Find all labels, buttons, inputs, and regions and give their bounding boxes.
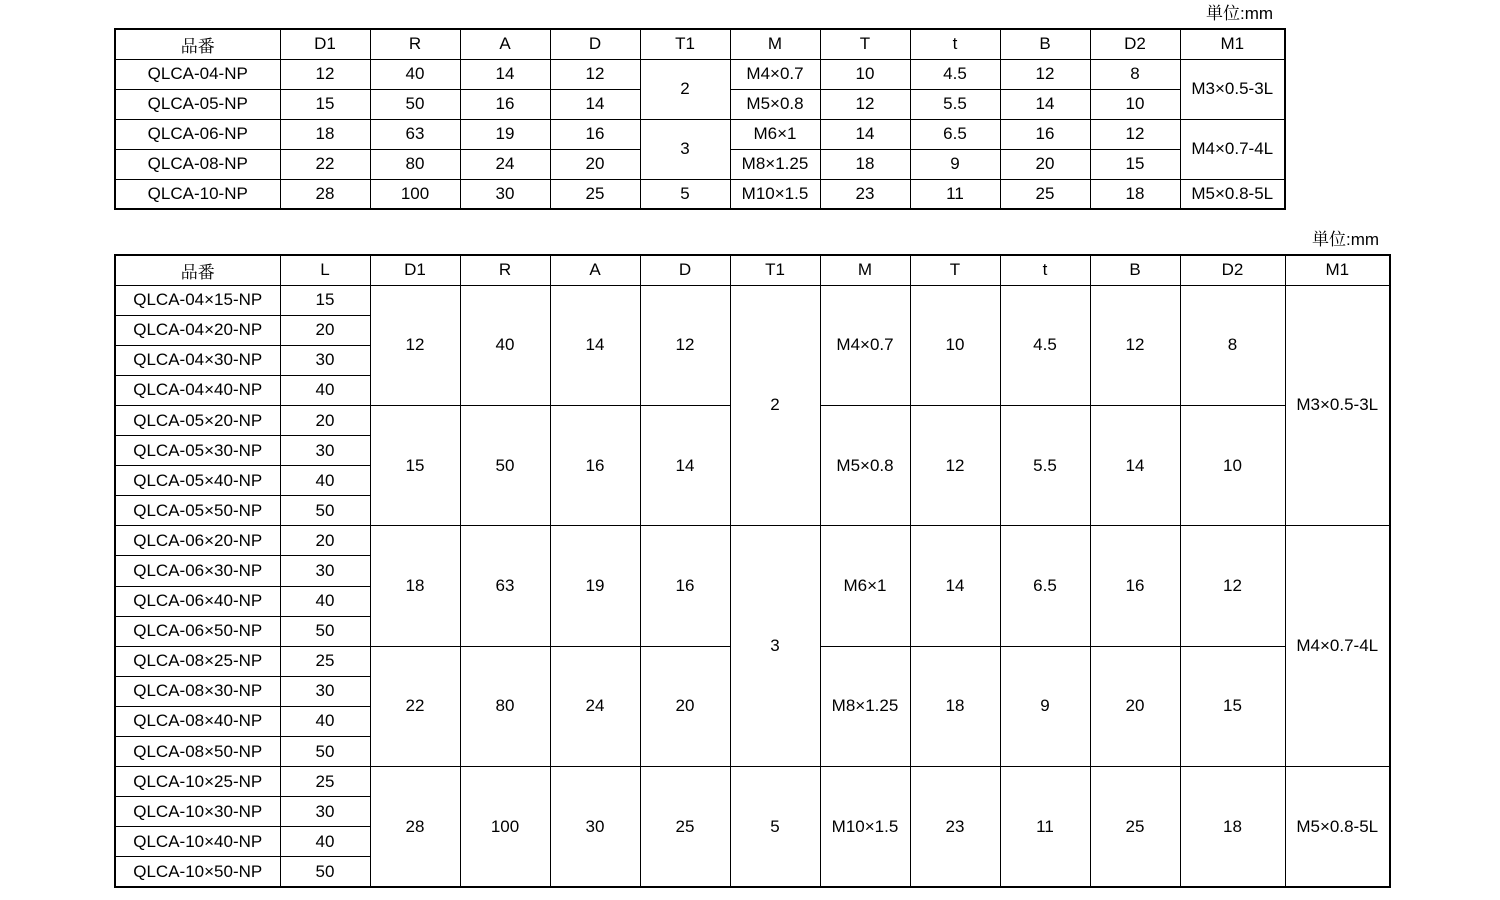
cell-d2: 8	[1090, 59, 1180, 89]
cell-m1: M4×0.7-4L	[1285, 526, 1390, 767]
cell-b: 25	[1000, 179, 1090, 209]
cell-d1: 22	[280, 149, 370, 179]
cell-b: 14	[1090, 405, 1180, 525]
cell-d1: 12	[280, 59, 370, 89]
cell-t1: 2	[640, 59, 730, 119]
cell-m1: M5×0.8-5L	[1180, 179, 1285, 209]
cell-l: 50	[280, 496, 370, 526]
cell-b: 12	[1000, 59, 1090, 89]
header-d: D	[550, 29, 640, 59]
cell-t: 23	[910, 767, 1000, 887]
cell-r: 100	[460, 767, 550, 887]
cell-t-small: 11	[1000, 767, 1090, 887]
cell-m: M5×0.8	[820, 405, 910, 525]
cell-t-small: 6.5	[910, 119, 1000, 149]
cell-d2: 15	[1180, 646, 1285, 766]
cell-part-number: QLCA-04×20-NP	[115, 315, 280, 345]
cell-d2: 18	[1180, 767, 1285, 887]
cell-part-number: QLCA-06×20-NP	[115, 526, 280, 556]
header-m: M	[730, 29, 820, 59]
cell-part-number: QLCA-10×30-NP	[115, 797, 280, 827]
cell-d2: 10	[1180, 405, 1285, 525]
cell-r: 80	[460, 646, 550, 766]
cell-a: 19	[460, 119, 550, 149]
cell-d: 20	[640, 646, 730, 766]
cell-t1: 3	[730, 526, 820, 767]
header-d2: D2	[1090, 29, 1180, 59]
header-l: L	[280, 255, 370, 285]
cell-d: 12	[640, 285, 730, 405]
cell-part-number: QLCA-05×40-NP	[115, 466, 280, 496]
cell-t-small: 5.5	[910, 89, 1000, 119]
header-a: A	[460, 29, 550, 59]
cell-t-small: 4.5	[1000, 285, 1090, 405]
cell-t-small: 6.5	[1000, 526, 1090, 646]
cell-part-number: QLCA-10×50-NP	[115, 857, 280, 887]
cell-m: M4×0.7	[820, 285, 910, 405]
header-t: T	[820, 29, 910, 59]
cell-d1: 18	[280, 119, 370, 149]
cell-l: 20	[280, 526, 370, 556]
cell-t1: 5	[640, 179, 730, 209]
cell-b: 16	[1000, 119, 1090, 149]
header-a: A	[550, 255, 640, 285]
cell-d1: 15	[370, 405, 460, 525]
cell-l: 30	[280, 436, 370, 466]
cell-t-small: 11	[910, 179, 1000, 209]
cell-t: 18	[820, 149, 910, 179]
header-b: B	[1000, 29, 1090, 59]
cell-b: 20	[1090, 646, 1180, 766]
header-r: R	[370, 29, 460, 59]
header-part-number: 品番	[115, 255, 280, 285]
cell-m: M10×1.5	[820, 767, 910, 887]
cell-a: 24	[460, 149, 550, 179]
cell-d: 12	[550, 59, 640, 89]
cell-part-number: QLCA-10×40-NP	[115, 827, 280, 857]
cell-d2: 12	[1090, 119, 1180, 149]
cell-part-number: QLCA-04×40-NP	[115, 375, 280, 405]
header-m1: M1	[1180, 29, 1285, 59]
table-row	[115, 119, 1285, 149]
cell-l: 15	[280, 285, 370, 315]
table-row	[115, 767, 1390, 797]
header-t: T	[910, 255, 1000, 285]
cell-d1: 18	[370, 526, 460, 646]
cell-t: 10	[820, 59, 910, 89]
cell-l: 30	[280, 676, 370, 706]
cell-l: 30	[280, 797, 370, 827]
cell-t1: 5	[730, 767, 820, 887]
cell-d: 25	[640, 767, 730, 887]
cell-a: 30	[460, 179, 550, 209]
cell-d1: 28	[370, 767, 460, 887]
cell-l: 30	[280, 345, 370, 375]
cell-d: 25	[550, 179, 640, 209]
table-row	[115, 285, 1390, 315]
table-header-row	[115, 255, 1390, 285]
cell-m: M6×1	[820, 526, 910, 646]
cell-a: 14	[460, 59, 550, 89]
cell-d2: 18	[1090, 179, 1180, 209]
cell-part-number: QLCA-05×50-NP	[115, 496, 280, 526]
cell-l: 40	[280, 466, 370, 496]
cell-l: 30	[280, 556, 370, 586]
cell-part-number: QLCA-04×30-NP	[115, 345, 280, 375]
cell-a: 19	[550, 526, 640, 646]
cell-r: 80	[370, 149, 460, 179]
cell-l: 25	[280, 767, 370, 797]
cell-part-number: QLCA-06×30-NP	[115, 556, 280, 586]
cell-m: M10×1.5	[730, 179, 820, 209]
cell-d: 16	[640, 526, 730, 646]
cell-t: 14	[820, 119, 910, 149]
header-t1: T1	[640, 29, 730, 59]
cell-m1: M3×0.5-3L	[1285, 285, 1390, 526]
cell-part-number: QLCA-06×40-NP	[115, 586, 280, 616]
cell-m1: M5×0.8-5L	[1285, 767, 1390, 887]
cell-a: 14	[550, 285, 640, 405]
cell-d1: 22	[370, 646, 460, 766]
cell-r: 63	[370, 119, 460, 149]
cell-b: 14	[1000, 89, 1090, 119]
cell-r: 50	[460, 405, 550, 525]
cell-t: 12	[910, 405, 1000, 525]
cell-d2: 8	[1180, 285, 1285, 405]
cell-m: M8×1.25	[730, 149, 820, 179]
cell-t1: 2	[730, 285, 820, 526]
cell-a: 16	[550, 405, 640, 525]
cell-d1: 12	[370, 285, 460, 405]
cell-b: 20	[1000, 149, 1090, 179]
cell-r: 63	[460, 526, 550, 646]
cell-a: 16	[460, 89, 550, 119]
cell-r: 50	[370, 89, 460, 119]
cell-b: 16	[1090, 526, 1180, 646]
header-b: B	[1090, 255, 1180, 285]
cell-t: 23	[820, 179, 910, 209]
cell-t-small: 9	[1000, 646, 1090, 766]
header-d1: D1	[370, 255, 460, 285]
unit-label-bottom: 単位:mm	[1312, 230, 1380, 249]
cell-l: 20	[280, 405, 370, 435]
cell-t-small: 9	[910, 149, 1000, 179]
cell-t: 18	[910, 646, 1000, 766]
table-header-row	[115, 29, 1285, 59]
unit-label-top: 単位:mm	[1206, 4, 1274, 23]
cell-t: 10	[910, 285, 1000, 405]
cell-t: 12	[820, 89, 910, 119]
cell-l: 40	[280, 375, 370, 405]
cell-part-number: QLCA-08×25-NP	[115, 646, 280, 676]
cell-part-number: QLCA-04-NP	[115, 59, 280, 89]
cell-l: 40	[280, 586, 370, 616]
cell-part-number: QLCA-10×25-NP	[115, 767, 280, 797]
cell-d2: 12	[1180, 526, 1285, 646]
cell-part-number: QLCA-08×40-NP	[115, 706, 280, 736]
cell-a: 30	[550, 767, 640, 887]
header-m: M	[820, 255, 910, 285]
cell-l: 50	[280, 737, 370, 767]
cell-m: M8×1.25	[820, 646, 910, 766]
table-row	[115, 59, 1285, 89]
spec-table-short	[114, 28, 1286, 210]
cell-d: 14	[550, 89, 640, 119]
cell-part-number: QLCA-06-NP	[115, 119, 280, 149]
cell-t1: 3	[640, 119, 730, 179]
cell-d: 14	[640, 405, 730, 525]
cell-d: 20	[550, 149, 640, 179]
header-d2: D2	[1180, 255, 1285, 285]
spec-table-lengths	[114, 254, 1391, 888]
cell-t-small: 5.5	[1000, 405, 1090, 525]
cell-b: 12	[1090, 285, 1180, 405]
cell-part-number: QLCA-05-NP	[115, 89, 280, 119]
cell-r: 40	[370, 59, 460, 89]
header-t-small: t	[1000, 255, 1090, 285]
cell-l: 40	[280, 827, 370, 857]
cell-m: M4×0.7	[730, 59, 820, 89]
header-t1: T1	[730, 255, 820, 285]
cell-r: 100	[370, 179, 460, 209]
cell-b: 25	[1090, 767, 1180, 887]
header-d1: D1	[280, 29, 370, 59]
cell-d1: 15	[280, 89, 370, 119]
cell-t-small: 4.5	[910, 59, 1000, 89]
cell-part-number: QLCA-05×20-NP	[115, 405, 280, 435]
header-m1: M1	[1285, 255, 1390, 285]
cell-l: 50	[280, 857, 370, 887]
cell-part-number: QLCA-08-NP	[115, 149, 280, 179]
header-d: D	[640, 255, 730, 285]
cell-d: 16	[550, 119, 640, 149]
cell-a: 24	[550, 646, 640, 766]
cell-d2: 15	[1090, 149, 1180, 179]
cell-part-number: QLCA-10-NP	[115, 179, 280, 209]
table-row	[115, 179, 1285, 209]
cell-part-number: QLCA-08×50-NP	[115, 737, 280, 767]
cell-part-number: QLCA-05×30-NP	[115, 436, 280, 466]
cell-m1: M4×0.7-4L	[1180, 119, 1285, 179]
cell-d2: 10	[1090, 89, 1180, 119]
cell-d1: 28	[280, 179, 370, 209]
cell-m: M6×1	[730, 119, 820, 149]
table-row	[115, 526, 1390, 556]
header-r: R	[460, 255, 550, 285]
cell-part-number: QLCA-06×50-NP	[115, 616, 280, 646]
cell-m1: M3×0.5-3L	[1180, 59, 1285, 119]
header-part-number: 品番	[115, 29, 280, 59]
cell-l: 20	[280, 315, 370, 345]
header-t-small: t	[910, 29, 1000, 59]
cell-r: 40	[460, 285, 550, 405]
cell-t: 14	[910, 526, 1000, 646]
cell-part-number: QLCA-08×30-NP	[115, 676, 280, 706]
cell-part-number: QLCA-04×15-NP	[115, 285, 280, 315]
cell-l: 50	[280, 616, 370, 646]
cell-l: 40	[280, 706, 370, 736]
cell-l: 25	[280, 646, 370, 676]
cell-m: M5×0.8	[730, 89, 820, 119]
